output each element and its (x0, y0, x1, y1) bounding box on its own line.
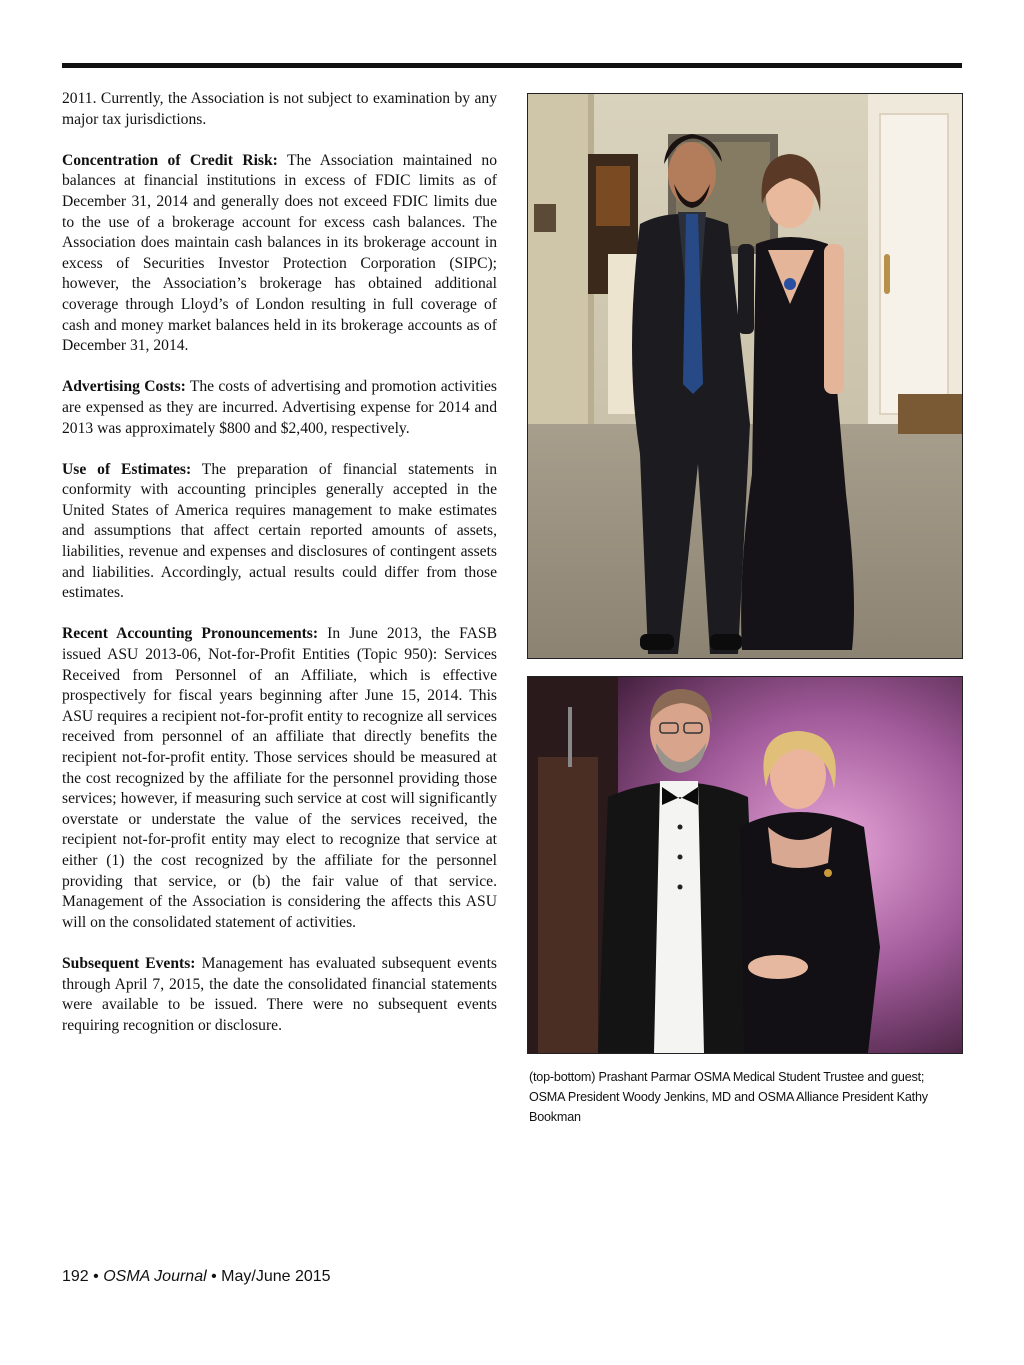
body-text-column (62, 89, 497, 1057)
journal-title: OSMA Journal (103, 1268, 207, 1285)
paragraph-credit-risk (62, 151, 497, 357)
paragraph-advertising (62, 377, 497, 439)
paragraph-heading: Concentration of Credit Risk: (62, 151, 278, 169)
photo-top-illustration (528, 94, 962, 658)
paragraph-tax (62, 89, 497, 130)
paragraph-estimates (62, 460, 497, 604)
paragraph-text: In June 2013, the FASB issued ASU 2013-06, Not-for-Profit Entities (Topic 950): Services Received from Personnel of an Affiliate, which is effective prospectively for fiscal years beginning after June 15, 2014. This ASU requires a recipient not-for-profit entity to recognize all services received from personnel of an affiliate that directly benefits the recipient not-for-profit entity. Those services should be measured at the cost recognized by the affiliate for the personnel providing those services; however, if measuring such service at cost will significantly overstate or understate the value of the services received, the recipient not-for-profit entity may elect to recognize that service at either (1) the cost recognized by the affiliate for the personnel providing that service, or (b) the fair value of that service. Management of the Association is considering the affects this ASU will on the consolidated statement of activities. (62, 625, 497, 931)
photo-top (527, 93, 963, 659)
photo-bottom-illustration (528, 677, 962, 1053)
page-number: 192 • (62, 1268, 99, 1285)
photo-bottom (527, 676, 963, 1054)
page-footer (62, 1268, 331, 1286)
paragraph-heading: Subsequent Events: (62, 954, 196, 972)
paragraph-text: The Association maintained no balances at financial institutions in excess of FDIC limits as of December 31, 2014 and generally does not exceed FDIC limits due to the use of a brokerage account for excess cash balances. The Association does maintain cash balances in its brokerage account in excess of Securities Investor Protection Corporation (SIPC); however, the Association’s brokerage has obtained additional coverage through Lloyd’s of London resulting in full coverage of cash and money market balances held in its brokerage accounts as of December 31, 2014. (62, 151, 497, 355)
paragraph-text: The costs of advertising and promotion activities are expensed as they are incurred. Advertising expense for 2014 and 2013 was approximately $800 and $2,400, respectively. (62, 378, 498, 437)
paragraph-pronouncements (62, 624, 497, 933)
issue-date: • May/June 2015 (211, 1268, 331, 1285)
paragraph-heading: Advertising Costs: (62, 378, 186, 396)
top-rule (62, 63, 962, 68)
paragraph-text: 2011. Currently, the Association is not subject to examination by any major tax jurisdictions. (62, 90, 497, 128)
paragraph-text: The preparation of financial statements in conformity with accounting principles generally accepted in the United States of America requires management to make estimates and assumptions that affect certain reported amounts of assets, liabilities, revenue and expenses and disclosures of contingent assets and liabilities. Accordingly, actual results could differ from those estimates. (62, 460, 497, 602)
paragraph-heading: Recent Accounting Pronouncements: (62, 625, 319, 643)
paragraph-heading: Use of Estimates: (62, 460, 192, 478)
paragraph-text: Management has evaluated subsequent events through April 7, 2015, the date the consolidated financial statements were available to be issued. There were no subsequent events requiring recognition or disclosure. (62, 954, 497, 1034)
photo-caption: (top-bottom) Prashant Parmar OSMA Medical Student Trustee and guest; OSMA President Woody Jenkins, MD and OSMA Alliance President Kathy Bookman (529, 1070, 928, 1124)
paragraph-subsequent-events (62, 954, 497, 1036)
